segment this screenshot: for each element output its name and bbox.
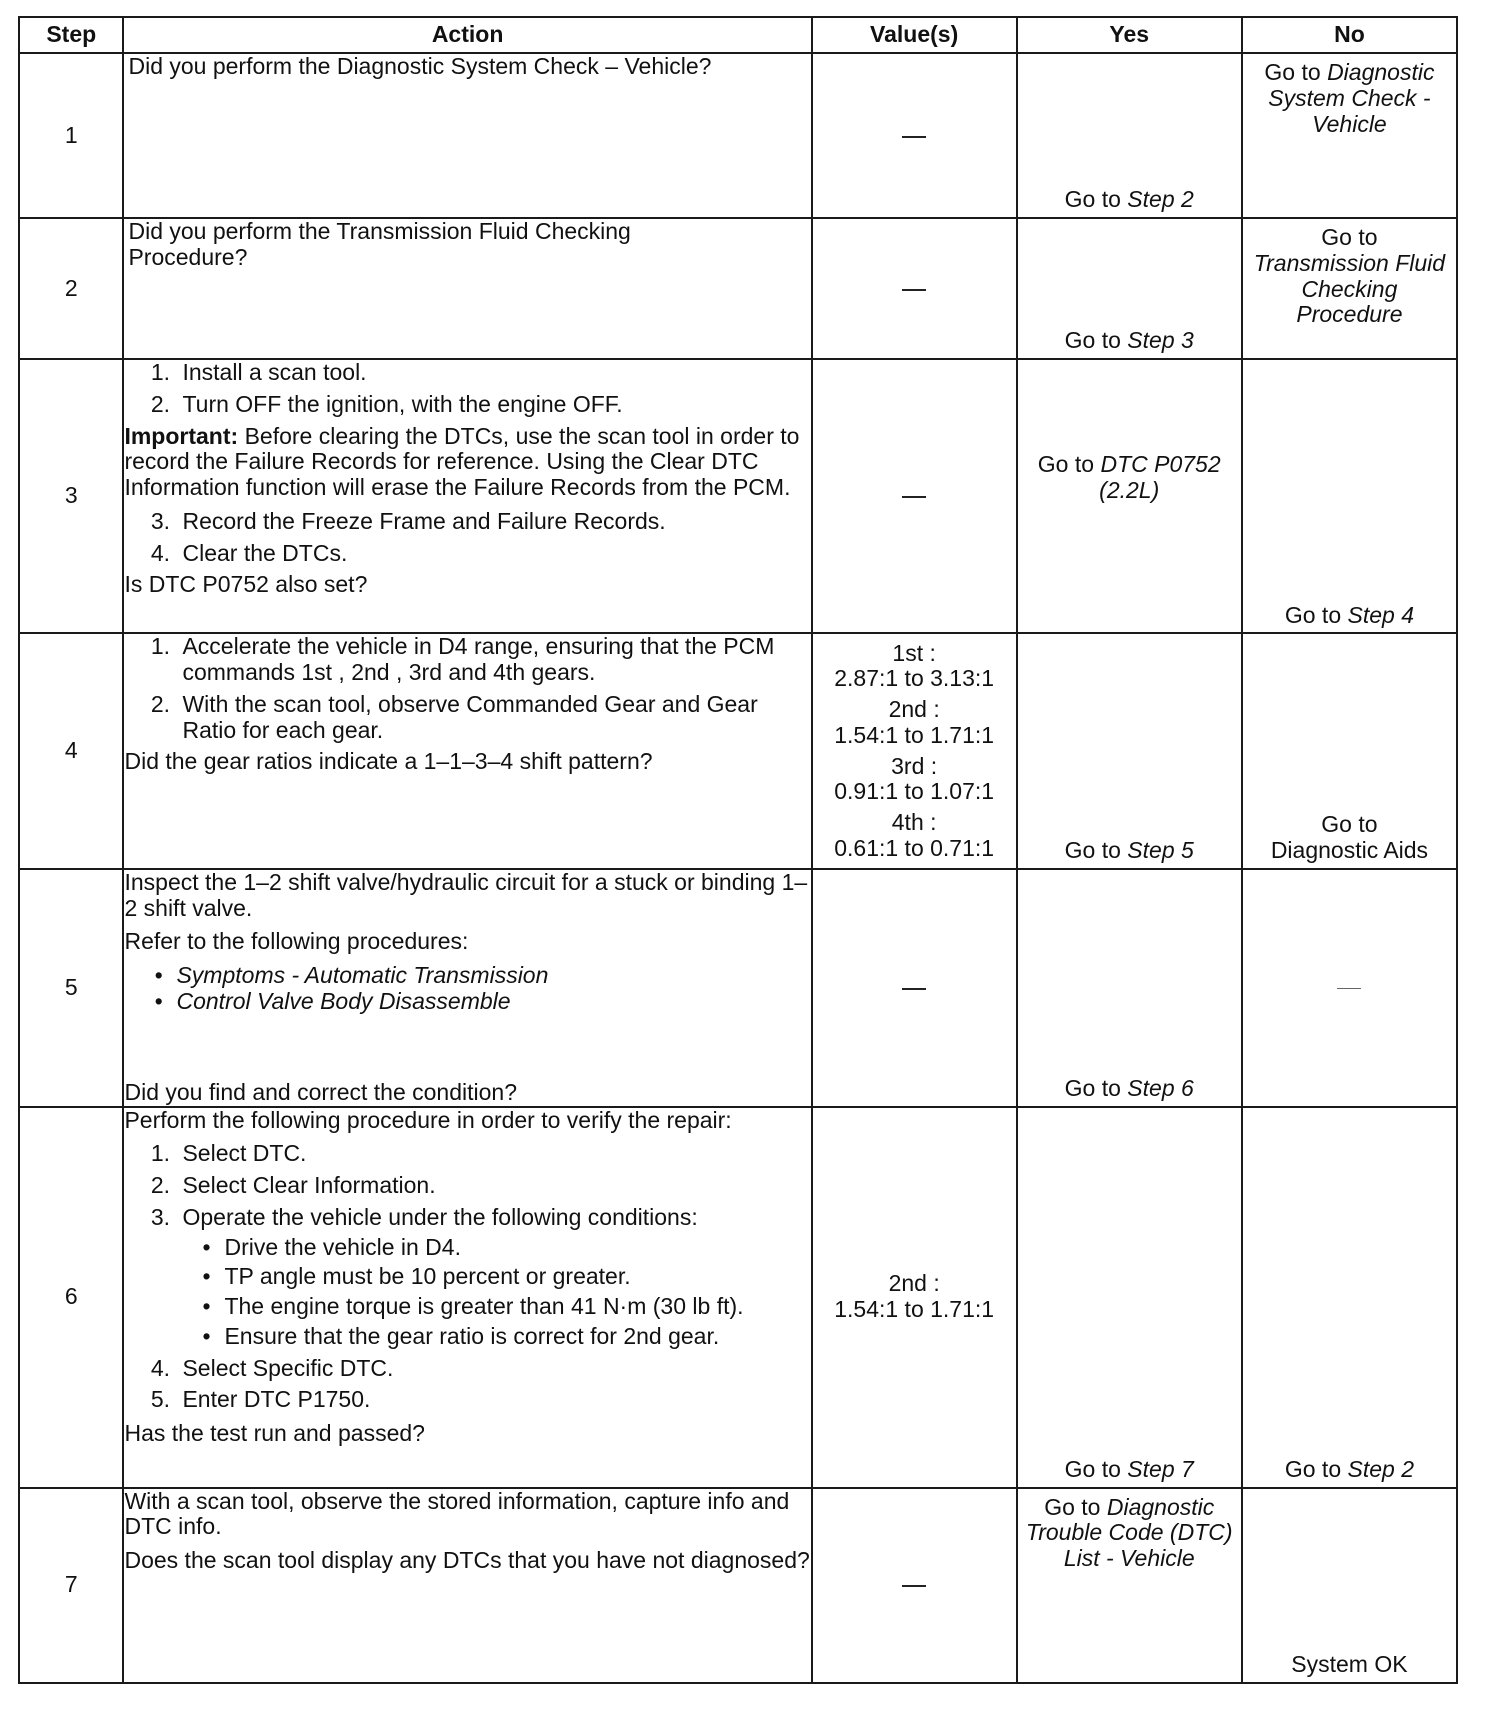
yes-cell bbox=[1017, 633, 1242, 869]
gear-ratio: 2nd : 1.54:1 to 1.71:1 bbox=[834, 1270, 995, 1323]
table-row bbox=[19, 869, 1457, 1107]
step-number: 1 bbox=[19, 53, 123, 218]
yes-goto[interactable]: Go to Step 7 bbox=[1064, 1455, 1194, 1482]
dash bbox=[902, 136, 926, 138]
instruction-text: Perform the following procedure in order to verify the repair: bbox=[124, 1106, 732, 1133]
step-list bbox=[124, 1141, 810, 1413]
header-step: Step bbox=[19, 17, 123, 53]
list-item: 3. Operate the vehicle under the following conditions: • Drive the vehicle in D4. • TP angle must be 10 percent or greater. • The engine torque is greater than 41 N·m (30 lb ft). • Ensure that the gear ratio is correct for 2nd gear. bbox=[176, 1205, 810, 1350]
question-text: Did you perform the Diagnostic System Check – Vehicle? bbox=[128, 53, 712, 79]
condition-item: • The engine torque is greater than 41 N·m (30 lb ft). bbox=[218, 1294, 810, 1320]
yes-cell bbox=[1017, 53, 1242, 218]
value-cell bbox=[812, 218, 1017, 359]
action-cell bbox=[123, 1107, 811, 1488]
procedure-link[interactable]: • Symptoms - Automatic Transmission bbox=[176, 963, 810, 989]
no-cell bbox=[1242, 633, 1457, 869]
yes-cell bbox=[1017, 869, 1242, 1107]
list-item: 2. Select Clear Information. bbox=[176, 1173, 810, 1199]
list-item: 1. Select DTC. bbox=[176, 1141, 810, 1167]
step-number: 2 bbox=[19, 218, 123, 359]
important-note: Important: Before clearing the DTCs, use the scan tool in order to record the Failure Records for reference. Using the Clear DTC Information function will erase the Failure Records from the PCM. bbox=[124, 422, 800, 501]
list-item: 1. Accelerate the vehicle in D4 range, ensuring that the PCM commands 1st , 2nd , 3rd and 4th gears. bbox=[176, 634, 810, 686]
no-goto[interactable]: Go to Diagnostic System Check - Vehicle bbox=[1264, 59, 1435, 137]
no-goto[interactable]: Go to Transmission Fluid Checking Procedure bbox=[1253, 224, 1446, 328]
step-number: 3 bbox=[19, 359, 123, 633]
procedure-list bbox=[124, 963, 810, 1015]
no-cell bbox=[1242, 218, 1457, 359]
yes-goto[interactable]: Go to Step 2 bbox=[1064, 186, 1194, 213]
no-cell bbox=[1242, 53, 1457, 218]
yes-goto[interactable]: Go to Step 6 bbox=[1064, 1074, 1194, 1101]
step-number: 6 bbox=[19, 1107, 123, 1488]
list-item: 4. Clear the DTCs. bbox=[176, 541, 810, 567]
step-list bbox=[124, 634, 810, 743]
header-yes: Yes bbox=[1017, 17, 1242, 53]
gear-ratio: 3rd : 0.91:1 to 1.07:1 bbox=[834, 752, 995, 805]
dash bbox=[902, 1585, 926, 1587]
value-cell bbox=[812, 633, 1017, 869]
step-list bbox=[124, 509, 810, 567]
no-cell bbox=[1242, 869, 1457, 1107]
no-result: System OK bbox=[1291, 1651, 1408, 1678]
no-goto[interactable]: Go to Step 2 bbox=[1284, 1455, 1415, 1482]
action-cell bbox=[123, 53, 811, 218]
list-item: 2. Turn OFF the ignition, with the engine OFF. bbox=[176, 392, 810, 418]
action-cell bbox=[123, 633, 811, 869]
step-list bbox=[124, 360, 810, 418]
table-row bbox=[19, 359, 1457, 633]
no-cell bbox=[1242, 1107, 1457, 1488]
table-row bbox=[19, 1488, 1457, 1683]
value-cell bbox=[812, 869, 1017, 1107]
list-item: 2. With the scan tool, observe Commanded Gear and Gear Ratio for each gear. bbox=[176, 692, 810, 744]
step-number: 4 bbox=[19, 633, 123, 869]
header-no: No bbox=[1242, 17, 1457, 53]
gear-ratio-list bbox=[813, 634, 1016, 868]
no-cell bbox=[1242, 359, 1457, 633]
action-cell bbox=[123, 218, 811, 359]
action-cell bbox=[123, 869, 811, 1107]
table-row bbox=[19, 218, 1457, 359]
yes-goto[interactable]: Go to Step 5 bbox=[1064, 837, 1194, 864]
question-text: Has the test run and passed? bbox=[124, 1420, 425, 1447]
header-values: Value(s) bbox=[812, 17, 1017, 53]
question-text: Does the scan tool display any DTCs that you have not diagnosed? bbox=[124, 1547, 810, 1574]
procedure-link[interactable]: • Control Valve Body Disassemble bbox=[176, 989, 810, 1015]
instruction-text: Inspect the 1–2 shift valve/hydraulic circuit for a stuck or binding 1–2 shift valve. bbox=[124, 868, 808, 921]
diagnostic-table bbox=[18, 16, 1458, 1684]
instruction-text: Refer to the following procedures: bbox=[124, 928, 469, 955]
value-cell bbox=[812, 359, 1017, 633]
question-text: Did the gear ratios indicate a 1–1–3–4 shift pattern? bbox=[124, 748, 653, 775]
dash bbox=[902, 289, 926, 291]
condition-list bbox=[182, 1235, 810, 1350]
list-item: 1. Install a scan tool. bbox=[176, 360, 810, 386]
table-row bbox=[19, 633, 1457, 869]
table-row bbox=[19, 1107, 1457, 1488]
yes-goto[interactable]: Go to DTC P0752 (2.2L) bbox=[1037, 451, 1221, 503]
value-cell bbox=[812, 1488, 1017, 1683]
list-item: 3. Record the Freeze Frame and Failure Records. bbox=[176, 509, 810, 535]
yes-goto[interactable]: Go to Diagnostic Trouble Code (DTC) List - Vehicle bbox=[1025, 1493, 1233, 1572]
question-text: Is DTC P0752 also set? bbox=[124, 571, 368, 598]
list-item: 5. Enter DTC P1750. bbox=[176, 1387, 810, 1413]
yes-cell bbox=[1017, 1488, 1242, 1683]
yes-cell bbox=[1017, 218, 1242, 359]
table-row bbox=[19, 53, 1457, 218]
dash bbox=[902, 496, 926, 498]
gear-ratio: 4th : 0.61:1 to 0.71:1 bbox=[834, 808, 995, 861]
gear-ratio: 2nd : 1.54:1 to 1.71:1 bbox=[834, 696, 995, 748]
header-row bbox=[19, 17, 1457, 53]
value-cell bbox=[812, 1107, 1017, 1488]
step-number: 7 bbox=[19, 1488, 123, 1683]
condition-item: • Drive the vehicle in D4. bbox=[218, 1235, 810, 1261]
no-goto[interactable]: Go to Diagnostic Aids bbox=[1270, 811, 1429, 864]
action-cell bbox=[123, 1488, 811, 1683]
step-number: 5 bbox=[19, 869, 123, 1107]
instruction-text: With a scan tool, observe the stored information, capture info and DTC info. bbox=[124, 1487, 790, 1540]
dash bbox=[1337, 988, 1361, 989]
no-goto[interactable]: Go to Step 4 bbox=[1284, 601, 1415, 628]
yes-goto[interactable]: Go to Step 3 bbox=[1064, 327, 1194, 354]
question-text: Did you perform the Transmission Fluid Checking Procedure? bbox=[128, 218, 631, 270]
no-cell bbox=[1242, 1488, 1457, 1683]
yes-cell bbox=[1017, 1107, 1242, 1488]
condition-item: • TP angle must be 10 percent or greater. bbox=[218, 1264, 810, 1290]
condition-item: • Ensure that the gear ratio is correct for 2nd gear. bbox=[218, 1324, 810, 1350]
header-action: Action bbox=[123, 17, 811, 53]
value-cell bbox=[812, 53, 1017, 218]
yes-cell bbox=[1017, 359, 1242, 633]
list-item: 4. Select Specific DTC. bbox=[176, 1356, 810, 1382]
gear-ratio: 1st : 2.87:1 to 3.13:1 bbox=[834, 639, 995, 692]
dash bbox=[902, 988, 926, 990]
question-text: Did you find and correct the condition? bbox=[124, 1078, 517, 1105]
action-cell bbox=[123, 359, 811, 633]
